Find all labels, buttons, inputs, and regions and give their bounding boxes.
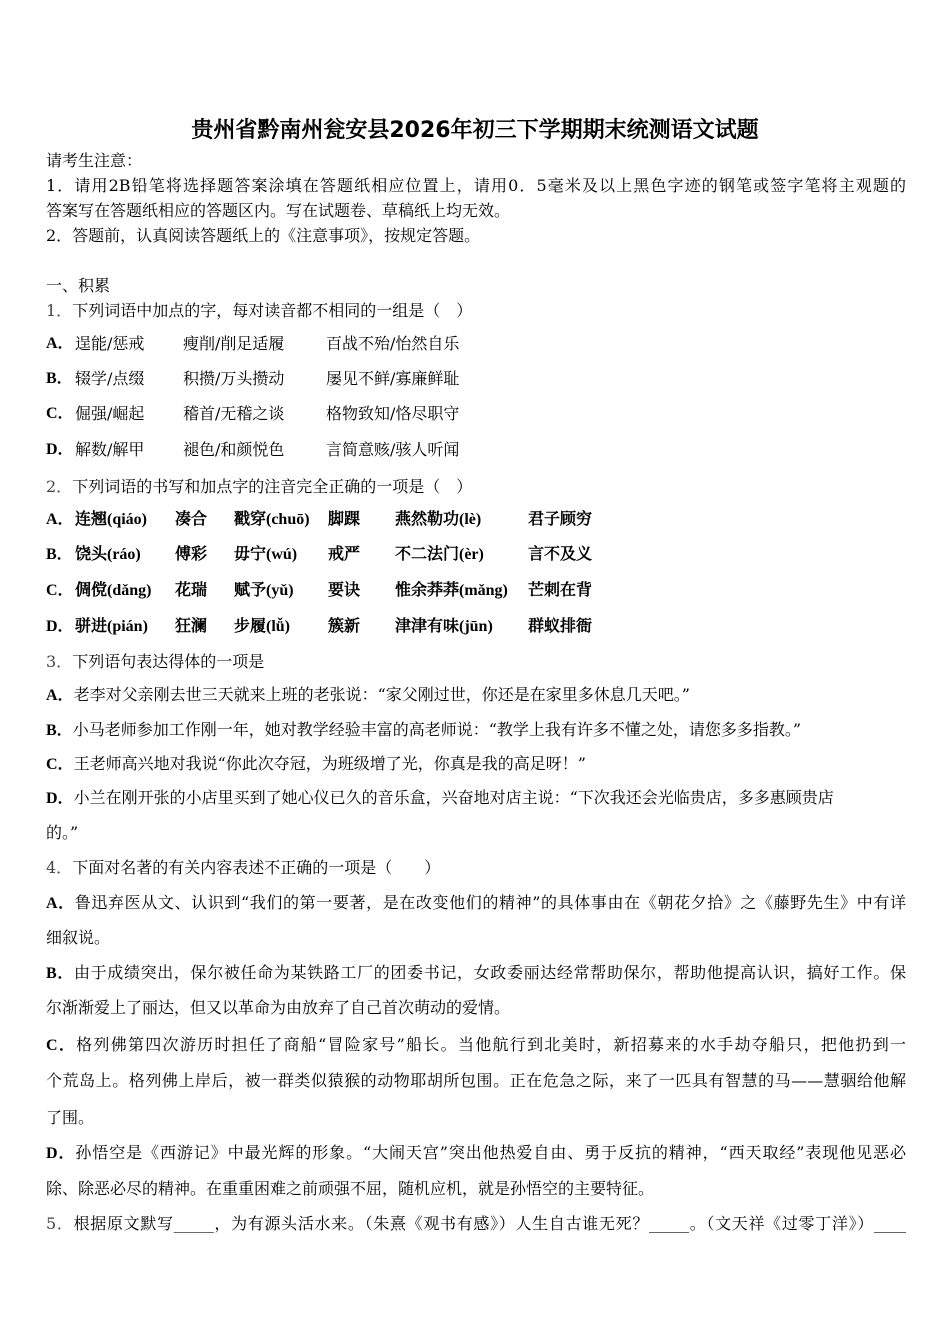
option-item: 格物致知/恪尽职守: [326, 404, 460, 423]
option-item: 毋宁(wú): [234, 546, 298, 563]
option-text-continued: 除、除恶必尽的精神。在重重困难之前顽强不屈，随机应机，就是孙悟空的主要特征。: [46, 1179, 655, 1198]
q4-option-b: [46, 963, 906, 984]
option-label: D．: [46, 1145, 76, 1162]
option-label: B．: [46, 965, 74, 982]
question-text: 根据原文默写_____，为有源头活水来。（朱熹《观书有感》）人生自古谁无死？_____。（文天祥《过零丁洋》）____: [73, 1214, 906, 1233]
option-text: 鲁迅弃医从文、认识到“我们的第一要著，是在改变他们的精神”的具体事由在《朝花夕拾》之《藤野先生》中有详: [74, 893, 906, 912]
option-item: 戳穿(chuō): [234, 511, 310, 528]
option-label: A．: [46, 687, 74, 704]
question-1-stem: [46, 301, 472, 321]
option-item: 褪色/和颜悦色: [183, 440, 285, 459]
option-item: 屡见不鲜/寡廉鲜耻: [326, 369, 460, 388]
section-heading: 一、积累: [46, 276, 111, 295]
option-item: 狂澜: [175, 618, 208, 635]
q3-option-a: [46, 685, 690, 706]
q3-option-c: [46, 754, 586, 775]
option-item: 凑合: [175, 511, 208, 528]
option-label: C．: [46, 756, 74, 773]
option-label: A．: [46, 511, 74, 528]
question-number: 5．: [46, 1214, 74, 1233]
option-item: 君子顾穷: [528, 511, 593, 528]
option-item: 惟余莽莽(mǎng): [395, 582, 508, 599]
option-text-continued: 了围。: [46, 1108, 95, 1127]
question-2-stem: [46, 477, 472, 497]
option-item: 燕然勒功(lè): [395, 511, 482, 528]
option-item: 连翘(qiáo): [75, 511, 148, 528]
notice-line: 1．请用2B铅笔将选择题答案涂填在答题纸相应位置上，请用0．5毫米及以上黑色字迹的钢笔或签字笔将主观题的: [46, 176, 906, 195]
notice-heading: 请考生注意：: [46, 151, 143, 170]
notice-line: 2．答题前，认真阅读答题纸上的《注意事项》，按规定答题。: [46, 226, 481, 245]
q4-option-a: [46, 893, 906, 914]
option-label: D．: [46, 441, 74, 458]
option-text: 格列佛第四次游历时担任了商船“冒险家号”船长。当他航行到北美时，新招募来的水手劫夺船只，把他扔到一: [76, 1035, 906, 1054]
option-label: A．: [46, 335, 74, 352]
option-item: 要诀: [328, 582, 361, 599]
option-item: 赋予(yǔ): [234, 582, 294, 599]
notice-line: 答案写在答题纸相应的答题区内。写在试题卷、草稿纸上均无效。: [46, 201, 511, 220]
option-label: B．: [46, 370, 73, 387]
question-text: 下列语句表达得体的一项是: [72, 652, 265, 671]
q3-option-b: [46, 720, 801, 741]
option-item: 傅彩: [175, 546, 208, 563]
question-3-stem: [46, 652, 264, 672]
option-item: 簇新: [328, 618, 361, 635]
option-label: C．: [46, 405, 74, 422]
option-text: 由于成绩突出，保尔被任命为某铁路工厂的团委书记，女政委丽达经常帮助保尔，帮助他提高认识，搞好工作。保: [73, 963, 906, 982]
option-text-continued: 的。”: [46, 823, 79, 842]
option-label: C．: [46, 1037, 77, 1054]
option-label: D．: [46, 790, 74, 807]
option-item: 不二法门(èr): [395, 546, 484, 563]
option-item: 瘦削/削足适履: [183, 334, 285, 353]
option-item: 百战不殆/怡然自乐: [326, 334, 460, 353]
option-item: 步履(lǚ): [234, 618, 291, 635]
question-text: 下列词语的书写和加点字的注音完全正确的一项是（ ）: [72, 477, 473, 496]
option-text: 孙悟空是《西游记》中最光辉的形象。“大闹天宫”突出他热爱自由、勇于反抗的精神，“西天取经”表现他见恶必: [75, 1143, 906, 1162]
q4-option-c: [46, 1035, 906, 1056]
option-text-continued: 个荒岛上。格列佛上岸后，被一群类似猿猴的动物耶胡所包围。正在危急之际，来了一匹具有智慧的马——慧骃给他解: [46, 1071, 906, 1090]
option-item: 脚踝: [328, 511, 361, 528]
option-item: 稽首/无稽之谈: [183, 404, 285, 423]
option-item: 倔强/崛起: [75, 404, 145, 423]
option-item: 饶头(ráo): [75, 546, 141, 563]
option-item: 辍学/点缀: [75, 369, 145, 388]
option-item: 逞能/惩戒: [75, 334, 145, 353]
question-number: 2．: [46, 477, 73, 496]
question-5: [46, 1214, 906, 1234]
option-text-continued: 尔渐渐爱上了丽达，但又以革命为由放弃了自己首次萌动的爱情。: [46, 998, 511, 1017]
option-text-continued: 细叙说。: [46, 928, 111, 947]
option-label: D．: [46, 618, 74, 635]
option-label: B．: [46, 546, 73, 563]
q4-option-d: [46, 1143, 906, 1164]
option-item: 倜傥(dǎng): [75, 582, 152, 599]
question-number: 3．: [46, 652, 73, 671]
option-label: C．: [46, 582, 74, 599]
option-text: 老李对父亲刚去世三天就来上班的老张说：“家父刚过世，你还是在家里多休息几天吧。”: [73, 685, 690, 704]
option-item: 积攒/万头攒动: [183, 369, 285, 388]
option-item: 言简意赅/骇人听闻: [326, 440, 460, 459]
option-text: 小兰在刚开张的小店里买到了她心仪已久的音乐盒，兴奋地对店主说：“下次我还会光临贵店，多多惠顾贵店: [73, 788, 834, 807]
option-label: A．: [46, 895, 75, 912]
q3-option-d: [46, 788, 834, 809]
option-item: 解数/解甲: [75, 440, 145, 459]
question-text: 下面对名著的有关内容表述不正确的一项是（ ）: [72, 858, 441, 877]
option-item: 言不及义: [528, 546, 593, 563]
option-item: 津津有味(jūn): [395, 618, 493, 635]
option-item: 戒严: [328, 546, 361, 563]
question-text: 下列词语中加点的字，每对读音都不相同的一组是（ ）: [72, 301, 473, 320]
question-number: 1．: [46, 301, 73, 320]
option-label: B．: [46, 722, 73, 739]
page-title: 贵州省黔南州瓮安县2026年初三下学期期末统测语文试题: [191, 118, 759, 143]
option-item: 骈进(pián): [75, 618, 148, 635]
question-4-stem: [46, 858, 440, 878]
option-item: 群蚁排衙: [528, 618, 593, 635]
option-item: 芒刺在背: [528, 582, 593, 599]
option-text: 小马老师参加工作刚一年，她对教学经验丰富的高老师说：“教学上我有许多不懂之处，请您多多指教。”: [72, 720, 802, 739]
option-text: 王老师高兴地对我说“你此次夺冠，为班级增了光，你真是我的高足呀！”: [73, 754, 586, 773]
question-number: 4．: [46, 858, 73, 877]
option-item: 花瑞: [175, 582, 208, 599]
